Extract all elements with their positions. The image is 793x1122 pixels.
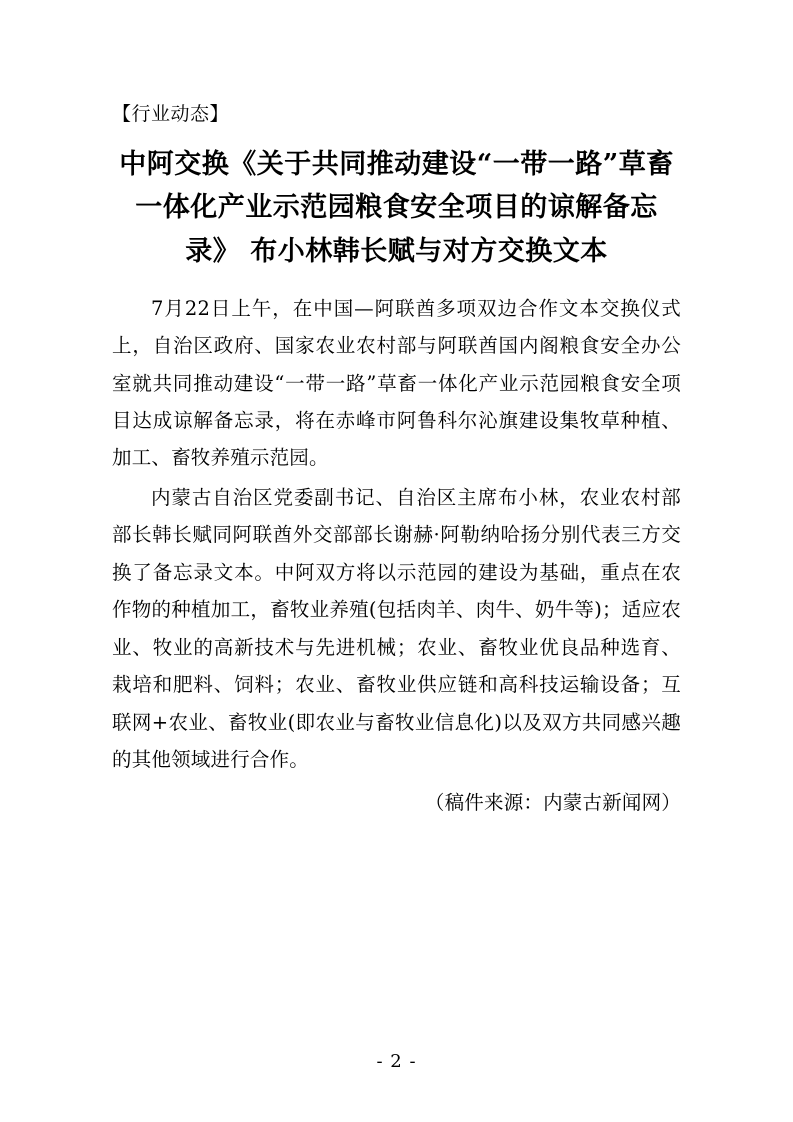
body-paragraph-1: 7月22日上午，在中国—阿联酋多项双边合作文本交换仪式上，自治区政府、国家农业农村部与阿联酋国内阁粮食安全办公室就共同推动建设“一带一路”草畜一体化产业示范园粮食安全项目达成谅解备忘录，将在赤峰市阿鲁科尔沁旗建设集牧草种植、加工、畜牧养殖示范园。 [112, 296, 681, 470]
source-attribution: （稿件来源：内蒙古新闻网） [424, 791, 681, 815]
body-paragraph-2: 内蒙古自治区党委副书记、自治区主席布小林，农业农村部部长韩长赋同阿联酋外交部部长谢赫·阿勒纳哈扬分别代表三方交换了备忘录文本。中阿双方将以示范园的建设为基础，重点在农作物的种植加工，畜牧业养殖(包括肉羊、肉牛、奶牛等)；适应农业、牧业的高新技术与先进机械；农业、畜牧业优良品种选育、栽培和肥料、饲料；农业、畜牧业供应链和高科技运输设备；互联网+农业、畜牧业(即农业与畜牧业信息化)以及双方共同感兴趣的其他领域进行合作。 [112, 485, 681, 771]
section-kicker: 【行业动态】 [112, 103, 230, 125]
page-title: 中阿交换《关于共同推动建设“一带一路”草畜一体化产业示范园粮食安全项目的谅解备忘录》 布小林韩长赋与对方交换文本 [119, 148, 674, 267]
page-number: - 2 - [376, 1051, 417, 1072]
